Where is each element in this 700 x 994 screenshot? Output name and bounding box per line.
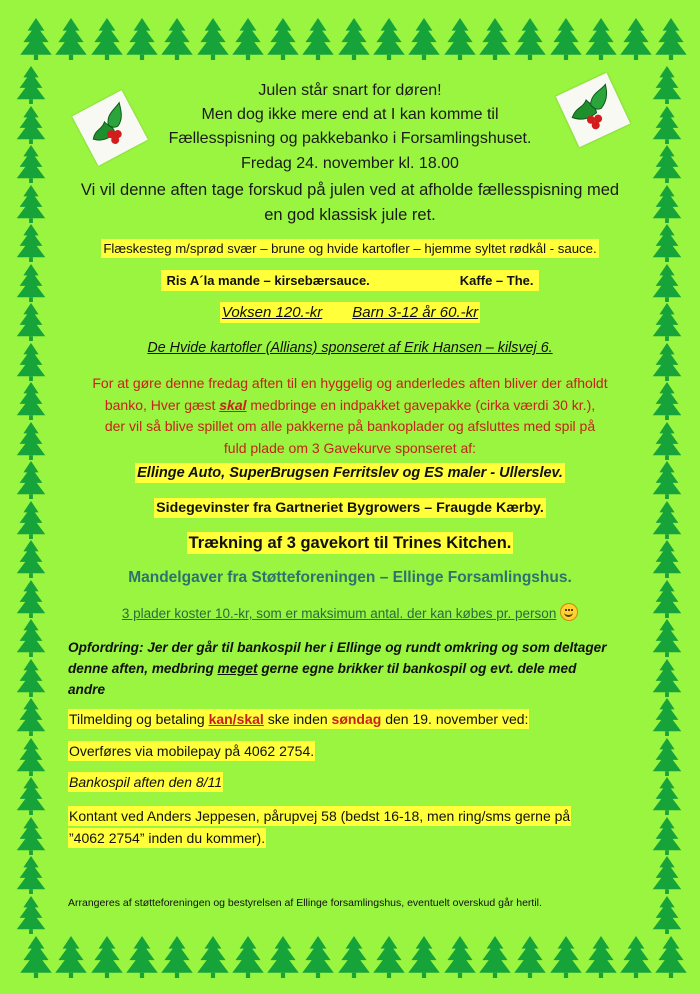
tree-icon xyxy=(20,18,52,60)
tree-icon xyxy=(338,18,370,60)
tree-icon xyxy=(652,896,682,934)
prices xyxy=(60,304,640,321)
tree-icon xyxy=(16,817,46,855)
tree-icon xyxy=(652,66,682,104)
tree-icon xyxy=(479,936,511,978)
menu-dessert-drinks xyxy=(60,273,640,288)
tree-icon xyxy=(652,540,682,578)
tree-icon xyxy=(652,224,682,262)
challenge-line-1: Opfordring: Jer der går til bankospil her i Ellinge og rundt omkring og som deltager xyxy=(68,640,607,655)
footer-note: Arrangeres af støtteforeningen og bestyrelsen af Ellinge forsamlingshus, eventuelt overskud går hertil. xyxy=(68,897,542,909)
tree-icon xyxy=(16,856,46,894)
tree-icon xyxy=(373,18,405,60)
tree-icon xyxy=(55,18,87,60)
tree-icon xyxy=(652,303,682,341)
registration: Tilmelding og betaling kan/skal ske inden søndag den 19. november ved: xyxy=(69,711,529,727)
plates-price: 3 plader koster 10.-kr, som er maksimum antal. der kan købes pr. person xyxy=(60,603,640,621)
banko-line-2: banko, Hver gæst skal medbringe en indpakket gavepakke (cirka værdi 30 kr.), xyxy=(104,396,596,413)
tree-icon xyxy=(514,936,546,978)
tree-icon xyxy=(16,382,46,420)
tree-icon xyxy=(652,738,682,776)
meget-emphasis: meget xyxy=(217,661,258,676)
tree-icon xyxy=(652,343,682,381)
tree-icon xyxy=(338,936,370,978)
tree-icon xyxy=(585,936,617,978)
gift-basket-sponsors: Ellinge Auto, SuperBrugsen Ferritslev og ES maler - Ullerslev. xyxy=(137,465,563,481)
tree-icon xyxy=(302,936,334,978)
tree-icon xyxy=(16,580,46,618)
banko-line-4: fuld plade om 3 Gavekurve sponseret af: xyxy=(223,439,477,456)
tree-icon xyxy=(16,185,46,223)
tree-icon xyxy=(373,936,405,978)
tree-icon xyxy=(620,18,652,60)
tree-icon xyxy=(197,936,229,978)
intro-line-2: en god klassisk jule ret. xyxy=(264,206,436,224)
tree-icon xyxy=(652,461,682,499)
gift-card-drawing: Trækning af 3 gavekort til Trines Kitchen. xyxy=(188,534,512,552)
tree-icon xyxy=(514,18,546,60)
banko-paragraph xyxy=(60,373,640,459)
tree-icon xyxy=(652,501,682,539)
heading-line-1: Julen står snart for døren! xyxy=(258,82,442,99)
tree-icon xyxy=(652,264,682,302)
tree-icon xyxy=(652,145,682,183)
tree-icon xyxy=(16,422,46,460)
tree-icon xyxy=(161,936,193,978)
tree-icon xyxy=(16,303,46,341)
tree-icon xyxy=(232,18,264,60)
tree-icon xyxy=(444,18,476,60)
tree-icon xyxy=(55,936,87,978)
tree-icon xyxy=(16,738,46,776)
tree-icon xyxy=(620,936,652,978)
tree-icon xyxy=(408,936,440,978)
tree-icon xyxy=(652,619,682,657)
tree-icon xyxy=(126,18,158,60)
tree-icon xyxy=(267,18,299,60)
tree-icon xyxy=(20,936,52,978)
tree-icon xyxy=(16,264,46,302)
tree-icon xyxy=(550,18,582,60)
tree-icon xyxy=(550,936,582,978)
tree-icon xyxy=(16,659,46,697)
heading-line-3: Fællesspisning og pakkebanko i Forsamlingshuset. xyxy=(168,130,532,147)
tree-icon xyxy=(652,185,682,223)
menu-dessert: Ris A´la mande – kirsebærsauce. xyxy=(166,273,370,288)
tree-icon xyxy=(16,777,46,815)
tree-icon xyxy=(267,936,299,978)
tree-icon xyxy=(16,501,46,539)
tree-icon xyxy=(408,18,440,60)
almond-gifts: Mandelgaver fra Støtteforeningen – Ellinge Forsamlingshus. xyxy=(128,569,572,586)
tree-icon xyxy=(652,106,682,144)
smiley-icon xyxy=(560,603,578,621)
side-prizes: Sidegevinster fra Gartneriet Bygrowers – Fraugde Kærby. xyxy=(156,500,544,516)
tree-icon xyxy=(652,777,682,815)
tree-icon xyxy=(652,382,682,420)
tree-icon xyxy=(91,936,123,978)
menu-drinks: Kaffe – The. xyxy=(459,273,534,288)
tree-icon xyxy=(232,936,264,978)
tree-icon xyxy=(16,224,46,262)
tree-icon xyxy=(652,817,682,855)
tree-icon xyxy=(652,659,682,697)
event-date: Fredag 24. november kl. 18.00 xyxy=(241,155,459,172)
tree-icon xyxy=(16,343,46,381)
tree-icon xyxy=(652,422,682,460)
menu-dish: Flæskesteg m/sprød svær – brune og hvide kartofler – hjemme syltet rødkål - sauce. xyxy=(103,241,597,256)
tree-icon xyxy=(16,540,46,578)
tree-icon xyxy=(655,18,687,60)
intro-line-1: Vi vil denne aften tage forskud på julen ved at afholde fællesspisning med xyxy=(80,181,620,199)
kan-skal-emphasis: kan/skal xyxy=(208,711,264,727)
tree-icon xyxy=(655,936,687,978)
tree-icon xyxy=(652,580,682,618)
tree-icon xyxy=(16,461,46,499)
tree-icon xyxy=(197,18,229,60)
bankospil-date: Bankospil aften den 8/11 xyxy=(69,774,223,790)
tree-icon xyxy=(652,856,682,894)
tree-icon xyxy=(16,106,46,144)
tree-icon xyxy=(126,936,158,978)
tree-icon xyxy=(479,18,511,60)
tree-icon xyxy=(444,936,476,978)
tree-icon xyxy=(161,18,193,60)
mobilepay: Overføres via mobilepay på 4062 2754. xyxy=(69,743,315,759)
sondag-emphasis: søndag xyxy=(331,711,382,727)
potato-sponsor: De Hvide kartofler (Allians) sponseret af Erik Hansen – kilsvej 6. xyxy=(147,340,553,356)
cash-payment: Kontant ved Anders Jeppesen, pårupvej 58 (bedst 16-18, men ring/sms gerne på ”4062 2754” inden du kommer). xyxy=(69,808,571,846)
banko-line-3: der vil så blive spillet om alle pakkerne på bankoplader og afsluttes med spil på xyxy=(104,418,596,434)
tree-icon xyxy=(16,896,46,934)
challenge-paragraph xyxy=(68,637,638,700)
heading-line-2: Men dog ikke mere end at I kan komme til xyxy=(201,106,499,123)
tree-icon xyxy=(652,698,682,736)
tree-icon xyxy=(16,66,46,104)
tree-icon xyxy=(585,18,617,60)
price-child: Barn 3-12 år 60.-kr xyxy=(352,304,479,321)
skal-emphasis: skal xyxy=(219,396,247,413)
price-adult: Voksen 120.-kr xyxy=(221,304,323,321)
challenge-line-3: andre xyxy=(68,682,106,697)
tree-icon xyxy=(16,145,46,183)
tree-icon xyxy=(91,18,123,60)
tree-icon xyxy=(302,18,334,60)
tree-icon xyxy=(16,619,46,657)
tree-icon xyxy=(16,698,46,736)
banko-line-1: For at gøre denne fredag aften til en hyggelig og anderledes aften bliver der afholdt xyxy=(92,375,608,391)
challenge-line-2: denne aften, medbring meget gerne egne brikker til bankospil og evt. dele med xyxy=(68,661,577,676)
